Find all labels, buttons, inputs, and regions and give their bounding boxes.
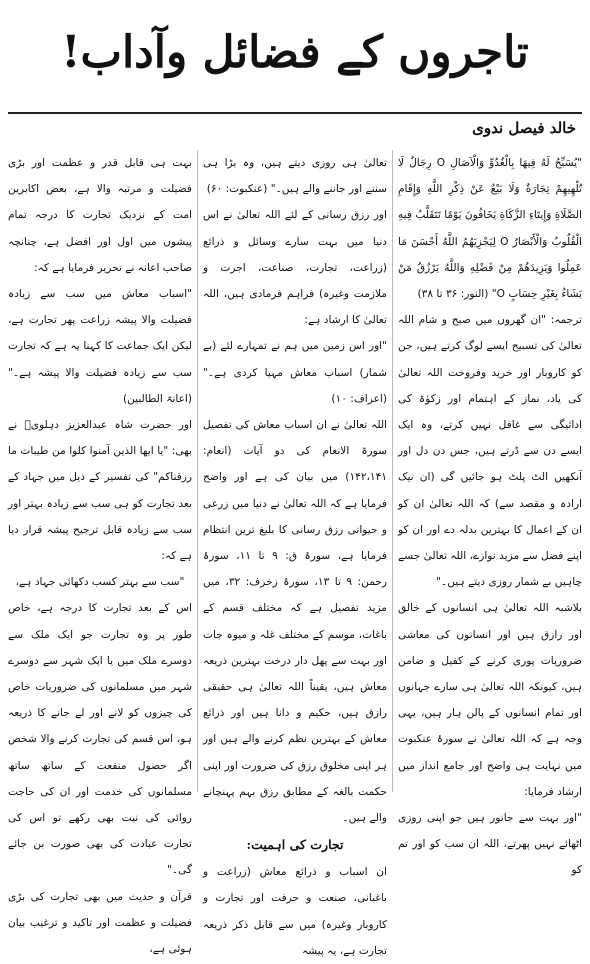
quote-paragraph: "اور اس زمین میں ہم نے تمہارے لئے (بے شمار) اسباب معاش مہیا کردی ہے۔" (اعراف: ۱۰)	[203, 340, 387, 405]
section-subheading: تجارت کی اہمیت:	[246, 837, 344, 853]
quote-paragraph: "اور بہت سے جانور ہیں جو اپنی روزی اٹھائے نہیں پھرتے، اللہ ان سب کو اور تم کو	[398, 812, 582, 877]
translation-paragraph: ترجمہ: "ان گھروں میں صبح و شام اللہ تعالیٰ کی تسبیح ایسے لوگ کرتے ہیں، جن کو کاروبار اور خرید وفروخت اللہ تعالیٰ کی یاد، نماز کے اہتمام اور زکوٰۃ کی ادائیگی سے غافل نہیں کرتے، وہ ایک ایسے دن سے ڈرتے ہیں، جس دن دل اور آنکھیں الٹ پلٹ ہو جائیں گی (ان نیک ارادہ و مقصد سے) کہ اللہ تعالیٰ ان کو ان کے اعمال کا بہترین بدلہ دے اور ان کو اپنے فضل سے مزید نوازے، اللہ تعالیٰ جسے چاہیں بے شمار روزی دیتے ہیں۔"	[398, 314, 582, 589]
body-paragraph: اس کے بعد تجارت کا درجہ ہے، خاص طور پر وہ تجارت جو ایک ملک سے دوسرے ملک میں یا ایک شہر سے دوسرے شہر میں مسلمانوں کی ضروریات خاص کی چیزوں کو لانے اور لے جانے کا ذریعہ ہو، اس قسم کی تجارت کرنے والا شخص اگر حصول منفعت کے ساتھ ساتھ مسلمانوں کی خدمت اور ان کی حاجت روائی کی نیت بھی رکھے تو اس کی تجارت عبادت کی بھی صورت بن جائے گی۔"	[8, 602, 192, 877]
column-divider	[392, 150, 393, 792]
article-title: تاجروں کے فضائل وآداب!	[61, 27, 529, 78]
text-column-middle	[203, 150, 387, 957]
body-paragraph: اور حضرت شاہ عبدالعزیز دہلویؒ نے بھی: "يا ايها الذين آمنوا كلوا من طيبات ما رزقناكم" کی تفسیر کے ذیل میں جہاد کے بعد تجارت کو ہی سب سے زیادہ بہتر اور سب سے زیادہ قابل ترجیح پیشہ قرار دیا ہے کہ:	[8, 419, 192, 563]
quote-paragraph: "اسباب معاش میں سب سے زیادہ فضیلت والا پیشہ زراعت پھر تجارت ہے، لیکن ایک جماعت کا کہنا یہ ہے کہ تجارت سب سے زیادہ فضیلت والا پیشہ ہے۔" (اعانۃ الطالبین)	[8, 288, 192, 405]
body-paragraph: بہت ہی قابل قدر و عظمت اور بڑی فضیلت و مرتبہ والا ہے، بعض اکابرین امت کے نزدیک تجارت کا درجہ تمام پیشوں میں اول اور افضل ہے، چنانچہ صاحب اعانہ نے تحریر فرمایا ہے کہ:	[8, 157, 192, 274]
body-paragraph: اور رزق رسانی کے لئے اللہ تعالیٰ نے اس دنیا میں بہت سارے وسائل و ذرائع (زراعت، تجارت، صناعت، اجرت و ملازمت وغیرہ) فراہم فرمادی ہیں، اللہ تعالیٰ کا ارشاد ہے:	[203, 209, 387, 327]
text-column-left	[8, 150, 192, 956]
body-paragraph: قرآن و حدیث میں بھی تجارت کی بڑی فضیلت و عظمت اور تاکید و ترغیب بیان ہوئی ہے،	[8, 890, 192, 956]
quote-paragraph: "سب سے بہتر کسب دکھائی جہاد ہے،	[15, 576, 185, 589]
body-paragraph: تعالیٰ ہی روزی دیتے ہیں، وہ بڑا ہی سننے اور جاننے والے ہیں۔" (عنکبوت: ۶۰)	[203, 157, 387, 196]
quran-verse: "يُسَبِّحُ لَهُ فِيهَا بِالْغُدُوِّ وَالْآصَالِ O رِجَالٌ لَا تُلْهِيهِمْ تِجَارَةٌ وَلَا بَيْعٌ عَنْ ذِكْرِ اللَّهِ وَإِقَامِ الصَّلَاةِ وَإِيتَاءِ الزَّكَاةِ يَخَافُونَ يَوْمًا تَتَقَلَّبُ فِيهِ الْقُلُوبُ وَالْأَبْصَارُ O لِيَجْزِيَهُمُ اللَّهُ أَحْسَنَ مَا عَمِلُوا وَيَزِيدَهُمْ مِنْ فَضْلِهِ وَاللَّهُ يَرْزُقُ مَنْ يَشَاءُ بِغَيْرِ حِسَابٍ O" (النور: ۳۶ تا ۳۸)	[398, 157, 582, 301]
body-paragraph: اللہ تعالیٰ نے ان اسباب معاش کی تفصیل سورۃ الانعام کی دو آیات (انعام: ۱۴۲،۱۴۱) میں بیان کی ہے اور واضح فرمایا ہے کہ اللہ تعالیٰ نے دنیا میں زرعی و حیوانی رزق رسانی کا بلیغ ترین انتظام فرمایا ہے، سورۂ ق: ۹ تا ۱۱، سورۂ رحمن: ۹ تا ۱۳، سورۂ زخرف: ۳۲، میں مزید تفصیل ہے کہ مختلف قسم کے باغات، موسم کے مختلف غلہ و میوہ جات اور بہت سے پھل دار درخت بہترین ذریعہ معاش ہیں، یقیناً اللہ تعالیٰ ہی حقیقی رازق ہیں، حکیم و دانا ہیں اور ذرائع معاش کے بہترین نظم کرنے والے ہیں اور ہر اپنی مخلوق رزق کی ضرورت اور اپنی حکمت بالغہ کے مطابق رزق بہم پہنچانے والے ہیں۔	[203, 419, 387, 825]
text-column-right	[398, 150, 582, 877]
author-byline: خالد فیصل ندوی	[472, 119, 576, 137]
body-paragraph: بلاشبہ اللہ تعالیٰ ہی انسانوں کے خالق اور رازق ہیں اور انسانوں کی معاشی ضروریات پوری کرنے کے کفیل و ضامن ہیں، کیونکہ اللہ تعالیٰ ہی سارے جہانوں اور تمام انسانوں کے پالن ہار ہیں، یہی وجہ ہے کہ اللہ تعالیٰ نے سورۂ عنکبوت میں نہایت ہی واضح اور جامع انداز میں ارشاد فرمایا:	[398, 602, 582, 798]
body-paragraph: ان اسباب و ذرائع معاش (زراعت و باغبانی، صنعت و حرفت اور تجارت و کاروبار وغیرہ) میں سے قابل ذکر ذریعہ تجارت ہے، یہ پیشہ	[203, 866, 387, 957]
column-divider	[197, 150, 198, 792]
